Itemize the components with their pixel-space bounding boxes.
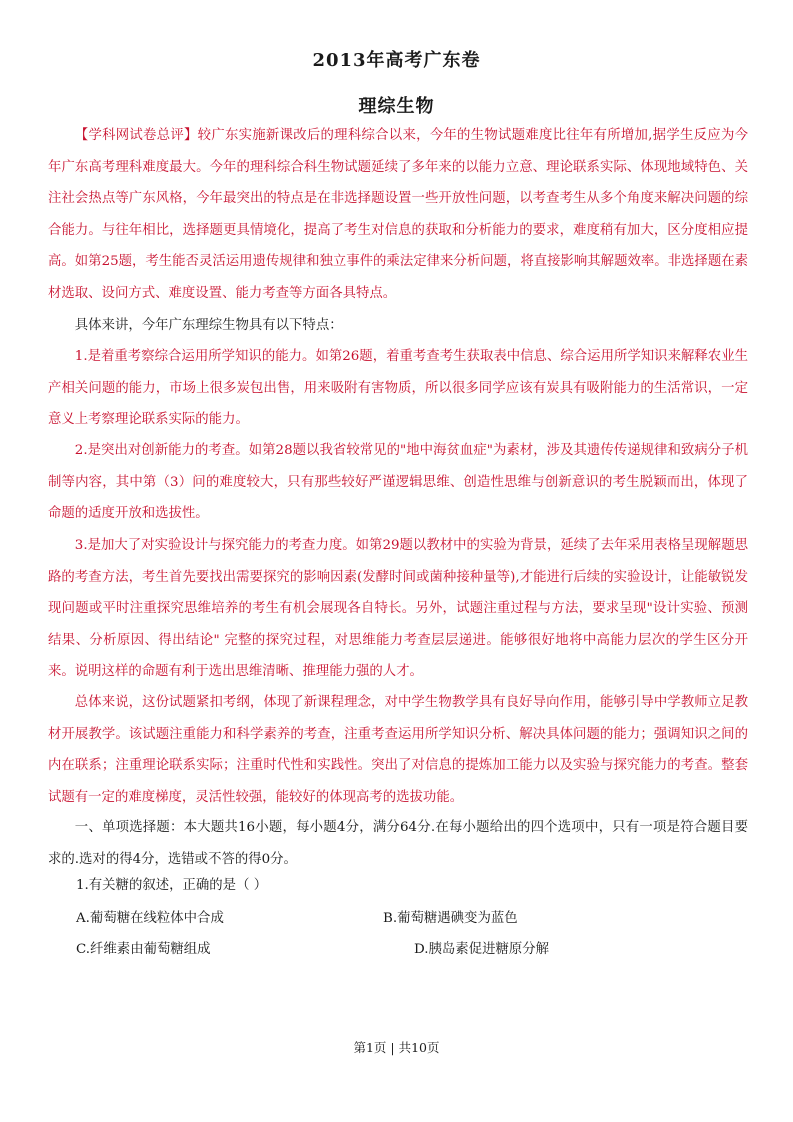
page-title: 2013年高考广东卷 <box>312 50 481 71</box>
question-stem: 1.有关糖的叙述，正确的是（ ） <box>76 878 268 893</box>
page-footer: 第1页 | 共10页 <box>353 1040 440 1055</box>
option-c: C.纤维素由葡萄糖组成 <box>76 942 211 957</box>
point-1: 1.是着重考察综合运用所学知识的能力。如第26题，着重考查考生获取表中信息、综合运用所学知识来解释农业生产相关问题的能力，市场上很多炭包出售，用来吸附有害物质，所以很多同学应该有炭具有吸附能力的生活常识，一定意义上考察理论联系实际的能力。 <box>48 349 748 427</box>
summary-paragraph: 总体来说，这份试题紧扣考纲，体现了新课程理念，对中学生物教学具有良好导向作用，能够引导中学教师立足教材开展教学。该试题注重能力和科学素养的考查，注重考查运用所学知识分析、解决具体问题的能力；强调知识之间的内在联系；注重理论联系实际；注重时代性和实践性。突出了对信息的提炼加工能力以及实验与探究能力的考查。整套试题有一定的难度梯度，灵活性较强，能较好的体现高考的选拔功能。 <box>48 695 748 805</box>
option-a: A.葡萄糖在线粒体中合成 <box>76 911 224 926</box>
intro-line: 具体来讲，今年广东理综生物具有以下特点： <box>74 318 343 333</box>
section-heading: 一、单项选择题：本大题共16小题，每小题4分，满分64分.在每小题给出的四个选项中，只有一项是符合题目要求的.选对的得4分，选错或不答的得0分。 <box>48 820 748 867</box>
review-paragraph: 【学科网试卷总评】较广东实施新课改后的理科综合以来，今年的生物试题难度比往年有所增加,据学生反应为今年广东高考理科难度最大。今年的理科综合科生物试题延续了多年来的以能力立意、理论联系实际、体现地域特色、关注社会热点等广东风格，今年最突出的特点是在非选择题设置一些开放性问题，以考查考生从多个角度来解决问题的综合能力。与往年相比，选择题更具情境化，提高了考生对信息的获取和分析能力的要求，难度稍有加大，区分度相应提高。如第25题，考生能否灵活运用遗传规律和独立事件的乘法定律来分析问题，将直接影响其解题效率。非选择题在素材选取、设问方式、难度设置、能力考查等方面各具特点。 <box>48 128 748 301</box>
option-d: D.胰岛素促进糖原分解 <box>414 942 550 957</box>
point-2: 2.是突出对创新能力的考查。如第28题以我省较常见的"地中海贫血症"为素材，涉及其遗传传递规律和致病分子机制等内容，其中第（3）问的难度较大，只有那些较好严谨逻辑思维、创造性思维与创新意识的考生脱颖而出，体现了命题的适度开放和选拔性。 <box>48 443 748 521</box>
option-b: B.葡萄糖遇碘变为蓝色 <box>383 911 518 926</box>
page-subtitle: 理综生物 <box>358 96 435 117</box>
point-3: 3.是加大了对实验设计与探究能力的考查力度。如第29题以教材中的实验为背景，延续了去年采用表格呈现解题思路的考查方法，考生首先要找出需要探究的影响因素(发酵时间或菌种接种量等),才能进行后续的实验设计，让能敏锐发现问题或平时注重探究思维培养的考生有机会展现各自特长。另外，试题注重过程与方法，要求呈现"设计实验、预测结果、分析原因、得出结论" 完整的探究过程，对思维能力考查层层递进。能够很好地将中高能力层次的学生区分开来。说明这样的命题有利于选出思维清晰、推理能力强的人才。 <box>48 538 748 679</box>
